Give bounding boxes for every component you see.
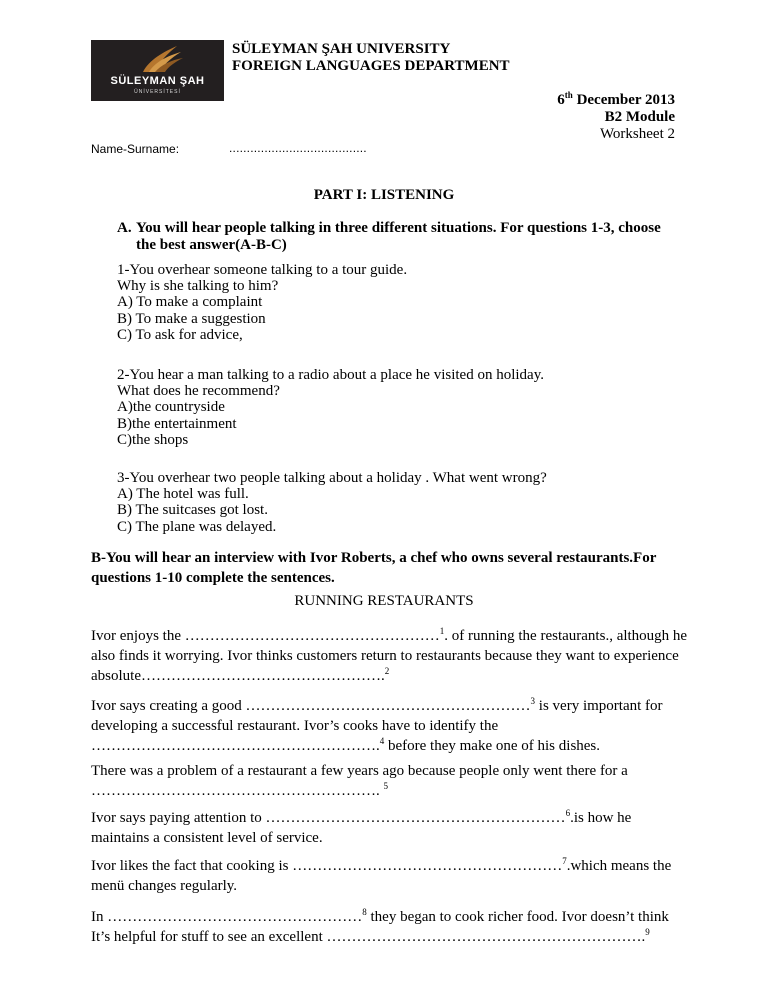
question-3: [117, 470, 677, 535]
section-a-instruction: [117, 220, 677, 254]
paragraph-text: In ……………………………………………: [91, 909, 363, 925]
question-line: Why is she talking to him?: [117, 278, 279, 295]
paragraph-1: [91, 626, 691, 686]
university-name: SÜLEYMAN ŞAH UNIVERSITY: [232, 41, 451, 57]
paragraph-2: [91, 696, 691, 756]
option-c: C)the shops: [117, 431, 189, 448]
part-title: PART I: LISTENING: [313, 187, 455, 203]
paragraph-text: There was a problem of a restaurant a few years ago because people only went there for a ………………………………………………….: [91, 763, 628, 799]
section-b-instruction: B-You will hear an interview with Ivor Roberts, a chef who owns several restaurants.For questions 1-10 complete the sentences.: [91, 550, 657, 586]
paragraph-text: Ivor enjoys the ……………………………………………: [91, 628, 440, 644]
date-suffix: th: [564, 90, 573, 100]
date-month-year: December 2013: [572, 92, 675, 108]
question-line: 3-You overhear two people talking about a holiday . What went wrong?: [117, 470, 547, 486]
university-heading: [232, 41, 510, 75]
option-a: A) The hotel was full.: [117, 486, 249, 503]
blank-number: 8: [362, 907, 367, 917]
paragraph-text: . of running the restaurants., although he also finds it worrying. Ivor thinks customers return to restaurants because they want to experience absolute………………………………………….: [91, 628, 688, 684]
department-name: FOREIGN LANGUAGES DEPARTMENT: [232, 58, 510, 74]
blank-number: 3: [530, 696, 536, 706]
name-surname-field[interactable]: .......................................: [229, 141, 367, 155]
module-label: B2 Module: [604, 109, 675, 125]
blank-number: 2: [384, 666, 390, 676]
option-c: C) To ask for advice,: [117, 326, 243, 343]
name-surname-label: Name-Surname:: [91, 142, 180, 156]
option-a: A)the countryside: [117, 399, 225, 416]
section-b-title: RUNNING RESTAURANTS: [294, 593, 474, 609]
question-line: 2-You hear a man talking to a radio about a place he visited on holiday.: [117, 367, 544, 383]
logo-title: SÜLEYMAN ŞAH: [110, 75, 205, 87]
option-b: B) The suitcases got lost.: [117, 502, 268, 519]
paragraph-text: they began to cook richer food. Ivor doesn’t think It’s helpful for stuff to see an excellent ……………………………………………………….: [91, 909, 669, 945]
paragraph-6: [91, 907, 691, 947]
paragraph-5: [91, 856, 691, 896]
option-c: C) The plane was delayed.: [117, 518, 277, 535]
paragraph-text: Ivor says creating a good …………………………………………………: [91, 698, 531, 714]
blank-number: 1: [439, 626, 445, 636]
question-line: What does he recommend?: [117, 383, 280, 400]
question-2: [117, 367, 677, 448]
paragraph-text: Ivor likes the fact that cooking is ………………………………………………: [91, 858, 563, 874]
date-day: 6: [557, 92, 565, 108]
date-line: [557, 92, 675, 109]
paragraph-text: .which means the menü changes regularly.: [91, 858, 672, 894]
blank-number: 4: [379, 736, 385, 746]
option-b: B)the entertainment: [117, 415, 237, 432]
blank-number: 9: [645, 927, 650, 937]
blank-number: 6: [565, 808, 571, 818]
section-a-index: A.: [117, 220, 132, 236]
university-logo: [91, 40, 224, 101]
blank-number: 7: [562, 856, 567, 866]
question-line: 1-You overhear someone talking to a tour guide.: [117, 262, 408, 278]
option-b: B) To make a suggestion: [117, 310, 266, 327]
logo-subtitle: ÜNİVERSİTESİ: [134, 89, 181, 95]
paragraph-text: Ivor says paying attention to ……………………………………………………: [91, 810, 566, 826]
paragraph-text: .is how he maintains a consistent level of service.: [91, 810, 632, 846]
option-a: A) To make a complaint: [117, 294, 263, 311]
paragraph-4: [91, 808, 691, 848]
worksheet-label: Worksheet 2: [599, 126, 675, 142]
paragraph-text: before they make one of his dishes.: [384, 738, 601, 754]
blank-number: 5: [383, 781, 388, 791]
paragraph-3: [91, 761, 691, 801]
question-1: [117, 262, 677, 343]
paragraph-text: is very important for developing a successful restaurant. Ivor’s cooks have to identify the ………………………………………………….: [91, 698, 663, 754]
section-a-text: You will hear people talking in three different situations. For questions 1-3, choose the best answer(A-B-C): [136, 220, 661, 253]
